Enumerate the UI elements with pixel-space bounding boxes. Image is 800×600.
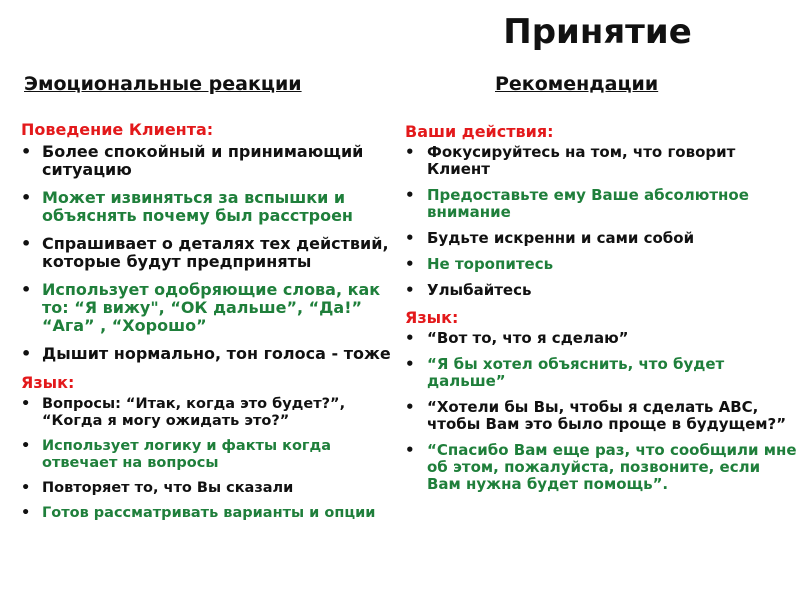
client-language-list — [21, 396, 391, 522]
your-actions-title: Ваши действия: — [405, 122, 554, 141]
list-item: • “Вот то, что я сделаю” — [405, 330, 798, 347]
list-item: • Может извиняться за вспышки и объяснять почему был расстроен — [21, 189, 391, 225]
list-item: • Использует логику и факты когда отвечает на вопросы — [21, 438, 391, 472]
recommended-language-list — [405, 330, 798, 493]
client-behavior-list — [21, 143, 391, 363]
list-item: • Предоставьте ему Ваше абсолютное внимание — [405, 187, 798, 221]
list-item: • Не торопитесь — [405, 256, 798, 273]
list-item: • Будьте искренни и сами собой — [405, 230, 798, 247]
list-item: • Улыбайтесь — [405, 282, 798, 299]
list-item: • “Спасибо Вам еще раз, что сообщили мне об этом, пожалуйста, позвоните, если Вам нужна будет помощь”. — [405, 442, 798, 493]
list-item: • Повторяет то, что Вы сказали — [21, 480, 391, 497]
page-title: Принятие — [503, 12, 692, 52]
list-item: • Спрашивает о деталях тех действий, которые будут предприняты — [21, 235, 391, 271]
client-behavior-title: Поведение Клиента: — [21, 120, 214, 139]
recommendations-column — [405, 122, 798, 502]
your-actions-list — [405, 144, 798, 299]
client-language-title: Язык: — [21, 373, 75, 392]
list-item: • Использует одобряющие слова, как то: “Я вижу", “ОК дальше”, “Да!” “Ага” , “Хорошо” — [21, 281, 391, 335]
recommended-language-title: Язык: — [405, 308, 459, 327]
left-column-heading: Эмоциональные реакции — [24, 73, 302, 95]
list-item: • Вопросы: “Итак, когда это будет?”, “Когда я могу ожидать это?” — [21, 396, 391, 430]
list-item: • Дышит нормально, тон голоса - тоже — [21, 345, 391, 363]
right-column-heading: Рекомендации — [495, 73, 659, 95]
list-item: • Более спокойный и принимающий ситуацию — [21, 143, 391, 179]
list-item: • Готов рассматривать варианты и опции — [21, 505, 391, 522]
list-item: • Фокусируйтесь на том, что говорит Клиент — [405, 144, 798, 178]
list-item: • “Я бы хотел объяснить, что будет дальше” — [405, 356, 798, 390]
list-item: • “Хотели бы Вы, чтобы я сделать АВС, чтобы Вам это было проще в будущем?” — [405, 399, 798, 433]
emotional-reactions-column — [21, 120, 391, 530]
